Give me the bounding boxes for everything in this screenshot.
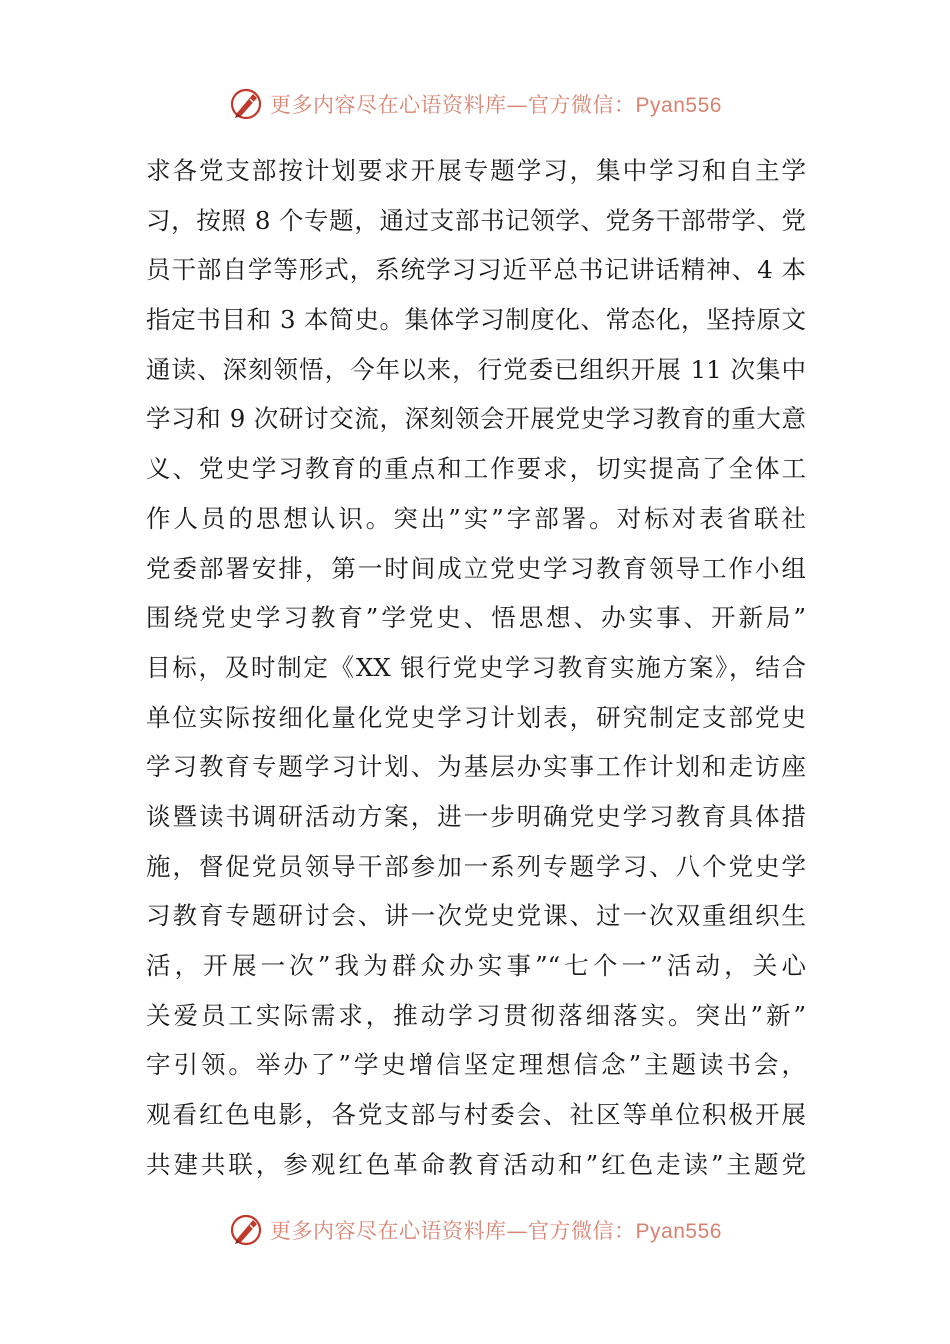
text-line: 指定书目和 3 本简史。集体学习制度化、常态化，坚持原文	[146, 305, 806, 335]
text-line: 活，开展一次”我为群众办实事”“七个一”活动，关心	[146, 951, 806, 980]
text-line: 习教育专题研讨会、讲一次党史党课、过一次双重组织生	[146, 901, 806, 931]
banner-label: 更多内容尽在心语资料库—官方微信：	[270, 1219, 636, 1243]
text-line: 围绕党史学习教育”学党史、悟思想、办实事、开新局”	[146, 603, 806, 633]
text-line: 作人员的思想认识。突出”实”字部署。对标对表省联社	[146, 503, 806, 533]
text-line: 员干部自学等形式，系统学习习近平总书记讲话精神、4 本	[146, 255, 806, 285]
document-body	[146, 146, 806, 1189]
text-line: 谈暨读书调研活动方案，进一步明确党史学习教育具体措	[146, 801, 806, 831]
text-line: 目标，及时制定《XX 银行党史学习教育实施方案》，结合	[146, 652, 806, 682]
text-line: 党委部署安排，第一时间成立党史学习教育领导工作小组	[146, 553, 806, 583]
text-line: 共建共联，参观红色革命教育活动和”红色走读”主题党	[146, 1149, 806, 1179]
banner-text	[270, 1215, 722, 1245]
footer-banner	[0, 1208, 950, 1252]
text-line: 单位实际按细化量化党史学习计划表，研究制定支部党史	[146, 702, 806, 732]
text-line: 求各党支部按计划要求开展专题学习，集中学习和自主学	[146, 156, 806, 185]
text-line: 义、党史学习教育的重点和工作要求，切实提高了全体工	[146, 454, 806, 484]
banner-text	[270, 89, 722, 119]
banner-label: 更多内容尽在心语资料库—官方微信：	[270, 93, 636, 117]
pen-logo-icon	[228, 1212, 264, 1248]
text-line: 通读、深刻领悟，今年以来，行党委已组织开展 11 次集中	[146, 354, 806, 384]
wechat-id: Pyan556	[635, 94, 722, 117]
text-line: 学习教育专题学习计划、为基层办实事工作计划和走访座	[146, 752, 806, 782]
text-line: 习，按照 8 个专题，通过支部书记领学、党务干部带学、党	[146, 205, 806, 235]
text-line: 关爱员工实际需求，推动学习贯彻落细落实。突出”新”	[146, 1000, 806, 1030]
text-line: 学习和 9 次研讨交流，深刻领会开展党史学习教育的重大意	[146, 404, 806, 434]
text-line: 字引领。举办了”学史增信坚定理想信念”主题读书会，	[146, 1050, 806, 1080]
text-line: 观看红色电影，各党支部与村委会、社区等单位积极开展	[146, 1100, 806, 1130]
wechat-id: Pyan556	[635, 1220, 722, 1243]
pen-logo-icon	[228, 86, 264, 122]
text-line: 施，督促党员领导干部参加一系列专题学习、八个党史学	[146, 851, 806, 881]
header-banner	[0, 82, 950, 126]
